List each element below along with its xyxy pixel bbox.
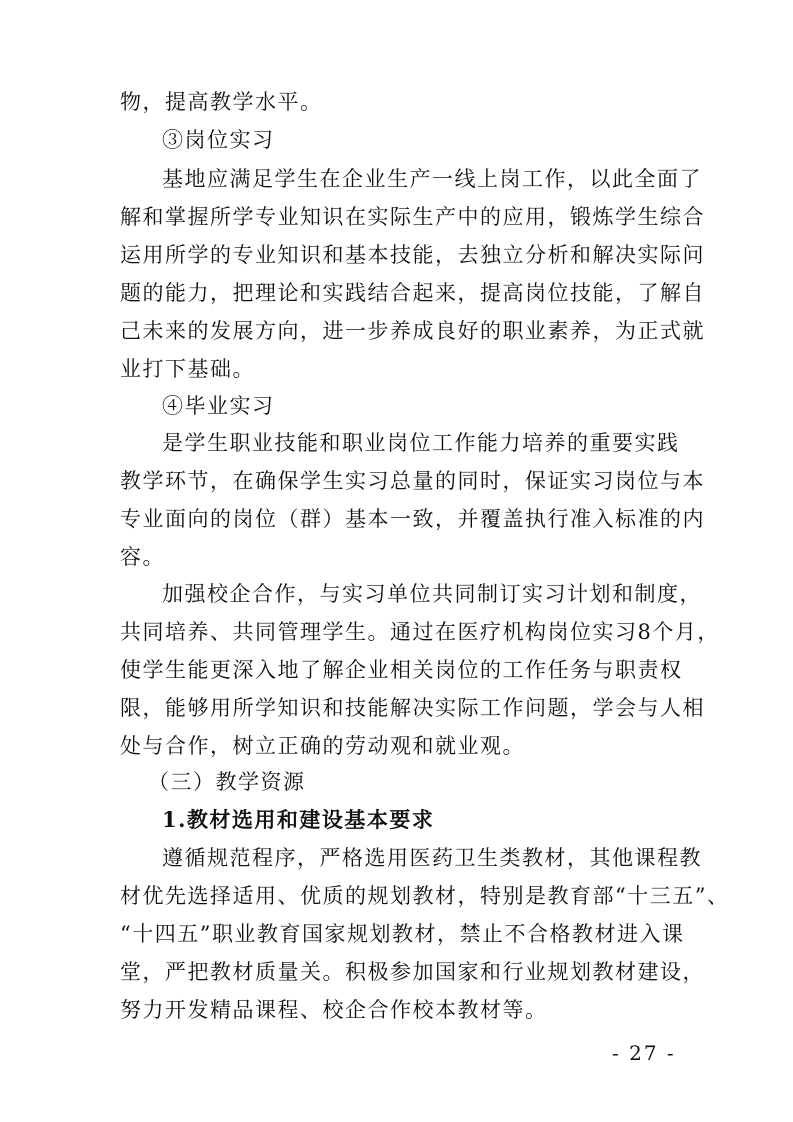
page-number: - 27 - bbox=[612, 1041, 676, 1065]
section-heading-teaching-resources: （三）教学资源 bbox=[148, 770, 306, 794]
paragraph-line: 材优先选择适用、优质的规划教材，特别是教育部“十三五”、 bbox=[120, 884, 730, 908]
paragraph-line: 题的能力，把理论和实践结合起来，提高岗位技能，了解自 bbox=[120, 281, 705, 305]
paragraph-line: 运用所学的专业知识和基本技能，去独立分析和解决实际问 bbox=[120, 243, 705, 267]
paragraph-line: 使学生能更深入地了解企业相关岗位的工作任务与职责权 bbox=[120, 658, 683, 682]
paragraph-line: 堂，严把教材质量关。积极参加国家和行业规划教材建设， bbox=[120, 960, 705, 984]
paragraph-line: 容。 bbox=[120, 545, 165, 569]
paragraph-line: 教学环节，在确保学生实习总量的同时，保证实习岗位与本 bbox=[120, 469, 705, 493]
paragraph-line: “十四五”职业教育国家规划教材，禁止不合格教材进入课 bbox=[120, 922, 685, 946]
paragraph-line: 是学生职业技能和职业岗位工作能力培养的重要实践 bbox=[162, 431, 680, 455]
paragraph-line: 加强校企合作，与实习单位共同制订实习计划和制度， bbox=[162, 582, 702, 606]
paragraph-line: 解和掌握所学专业知识在实际生产中的应用，锻炼学生综合 bbox=[120, 205, 705, 229]
paragraph-line: 物，提高教学水平。 bbox=[120, 90, 323, 114]
paragraph-line: 业打下基础。 bbox=[120, 357, 255, 381]
paragraph-line: 共同培养、共同管理学生。通过在医疗机构岗位实习8个月， bbox=[120, 620, 720, 644]
paragraph-line: 基地应满足学生在企业生产一线上岗工作，以此全面了 bbox=[162, 167, 702, 191]
subheading-graduation-internship: ④毕业实习 bbox=[162, 394, 275, 418]
paragraph-line: 专业面向的岗位（群）基本一致，并覆盖执行准入标准的内 bbox=[120, 507, 705, 531]
paragraph-line: 遵循规范程序，严格选用医药卫生类教材，其他课程教 bbox=[162, 846, 702, 870]
paragraph-line: 处与合作，树立正确的劳动观和就业观。 bbox=[120, 734, 525, 758]
section-heading-textbook-requirements: 1.教材选用和建设基本要求 bbox=[162, 807, 435, 832]
subheading-post-internship: ③岗位实习 bbox=[162, 128, 275, 152]
paragraph-line: 限，能够用所学知识和技能解决实际工作问题，学会与人相 bbox=[120, 696, 705, 720]
paragraph-line: 努力开发精品课程、校企合作校本教材等。 bbox=[120, 998, 548, 1022]
paragraph-line: 己未来的发展方向，进一步养成良好的职业素养，为正式就 bbox=[120, 319, 705, 343]
